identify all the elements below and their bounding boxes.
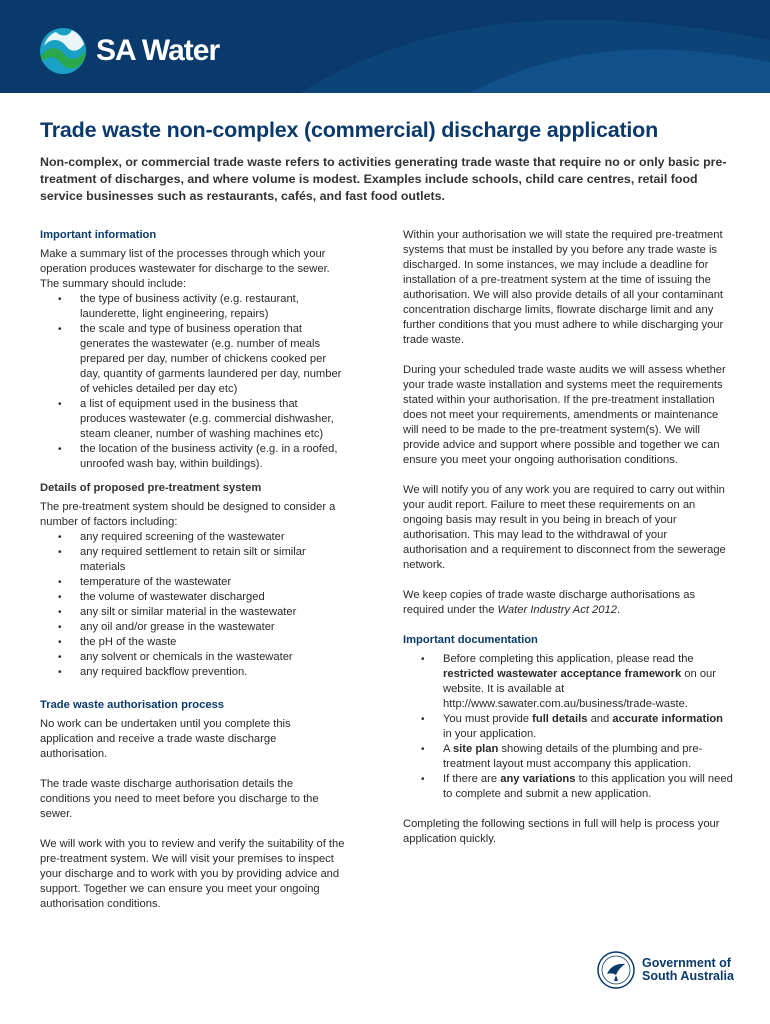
list-item: • any required settlement to retain silt or similar materials [40, 545, 345, 575]
list-item: • the type of business activity (e.g. restaurant, launderette, light engineering, repairs) [40, 292, 345, 322]
summary-list [40, 292, 345, 472]
closing-paragraph: Completing the following sections in full will help is process your application quickly. [403, 818, 720, 845]
list-item [403, 772, 733, 802]
important-information-body: Make a summary list of the processes through which your operation produces wastewater for discharge to the sewer. The summary should include: [40, 248, 330, 290]
pretreatment-factors-list [40, 530, 345, 680]
doc-text: on our website. It is available at http://www.sawater.com.au/business/trade-waste. [443, 668, 717, 710]
doc-text: Before completing this application, please read the [443, 653, 694, 665]
doc-text: to this application you will need to complete and submit a new application. [443, 773, 733, 800]
important-documentation-heading: Important documentation [403, 634, 538, 646]
doc-emphasis: accurate information [612, 713, 724, 725]
copies-text: We keep copies of trade waste discharge authorisations as required under the [403, 589, 696, 616]
intro-paragraph: Non-complex, or commercial trade waste refers to activities generating trade waste that require no or only basic pre-treatment of discharges, and where volume is modest. Examples include schools, child care centres, retail food service businesses such as restaurants, cafés, and fast food outlets. [40, 155, 727, 203]
list-item: • the pH of the waste [40, 635, 345, 650]
sa-water-logo [38, 27, 219, 75]
government-line-1: Government of [642, 956, 731, 970]
doc-text: If there are [443, 773, 501, 785]
government-line-2: South Australia [642, 969, 734, 983]
doc-emphasis: restricted wastewater acceptance framework [443, 668, 682, 680]
doc-text: and [587, 713, 613, 725]
authorisation-paragraph: The trade waste discharge authorisation details the conditions you need to meet before you discharge to the sewer. [40, 778, 319, 820]
header-banner [0, 0, 770, 93]
left-column [40, 228, 345, 912]
doc-text: showing details of the plumbing and pre-treatment layout must accompany this application. [443, 743, 703, 770]
doc-emphasis: full details [532, 713, 588, 725]
documentation-list [403, 652, 733, 802]
water-industry-act: Water Industry Act 2012 [497, 604, 617, 616]
government-name [642, 957, 734, 983]
list-item: • the location of the business activity (e.g. in a roofed, unroofed wash bay, within buildings). [40, 442, 345, 472]
list-item [403, 652, 733, 712]
pretreatment-body: The pre-treatment system should be designed to consider a number of factors including: [40, 501, 336, 528]
list-item: • temperature of the wastewater [40, 575, 345, 590]
doc-emphasis: any variations [500, 773, 576, 785]
authorisation-paragraph: We will work with you to review and verify the suitability of the pre-treatment system. We will visit your premises to inspect your discharge and to work with you by providing advice and support. Together we can ensure you meet your ongoing authorisation conditions. [40, 838, 345, 910]
requirements-paragraph: Within your authorisation we will state the required pre-treatment systems that must be installed by you before any trade waste is discharged. In some instances, we may include a deadline for installation of a pre-treatment system at the time of issuing the authorisation. We will also provide details of all your contaminant concentration discharge limits, flowrate discharge limit and any further conditions that you must adhere to while discharging your trade waste. [403, 229, 724, 346]
audit-paragraph: During your scheduled trade waste audits we will assess whether your trade waste installation and systems meet the requirements stated within your authorisation. If the pre-treatment installation does not meet your requirements, amendments or maintenance will need to be made to the pre-treatment system(s). We will provide advice and support where possible and together we can ensure you meet your ongoing authorisation conditions. [403, 364, 726, 466]
list-item: • any oil and/or grease in the wastewater [40, 620, 345, 635]
water-drop-logo-icon [38, 26, 88, 76]
list-item: • any required backflow prevention. [40, 665, 345, 680]
doc-emphasis: site plan [452, 743, 499, 755]
important-information-heading: Important information [40, 229, 157, 241]
doc-text: in your application. [443, 728, 537, 740]
copies-end: . [616, 604, 621, 616]
right-column [403, 228, 733, 847]
doc-text: You must provide [443, 713, 533, 725]
notification-paragraph: We will notify you of any work you are required to carry out within your audit report. Failure to meet these requirements on an ongoing basis may result in you being in breach of your authorisation. This may lead to the withdrawal of your authorisation and a requirement to disconnect from the sewerage network. [403, 484, 726, 571]
piping-shrike-crest-icon [596, 950, 636, 990]
doc-text: A [443, 743, 453, 755]
list-item: • any silt or similar material in the wastewater [40, 605, 345, 620]
list-item: • the volume of wastewater discharged [40, 590, 345, 605]
list-item: • any required screening of the wastewater [40, 530, 345, 545]
list-item: • the scale and type of business operation that generates the wastewater (e.g. number of meals prepared per day, number of chickens cooked per day, quantity of garments laundered per day, number of vehicles detailed per day etc) [40, 322, 345, 397]
authorisation-paragraph: No work can be undertaken until you complete this application and receive a trade waste discharge authorisation. [40, 718, 291, 760]
brand-name: SA Water [96, 34, 220, 67]
government-of-south-australia-logo [596, 950, 734, 990]
pretreatment-heading: Details of proposed pre-treatment system [40, 482, 262, 494]
list-item: • a list of equipment used in the business that produces wastewater (e.g. commercial dishwasher, steam cleaner, number of washing machines etc) [40, 397, 345, 442]
copies-paragraph [403, 588, 733, 618]
list-item [403, 712, 733, 742]
list-item [403, 742, 733, 772]
authorisation-process-heading: Trade waste authorisation process [40, 699, 225, 711]
list-item: • any solvent or chemicals in the wastewater [40, 650, 345, 665]
page-title: Trade waste non-complex (commercial) discharge application [40, 118, 659, 142]
